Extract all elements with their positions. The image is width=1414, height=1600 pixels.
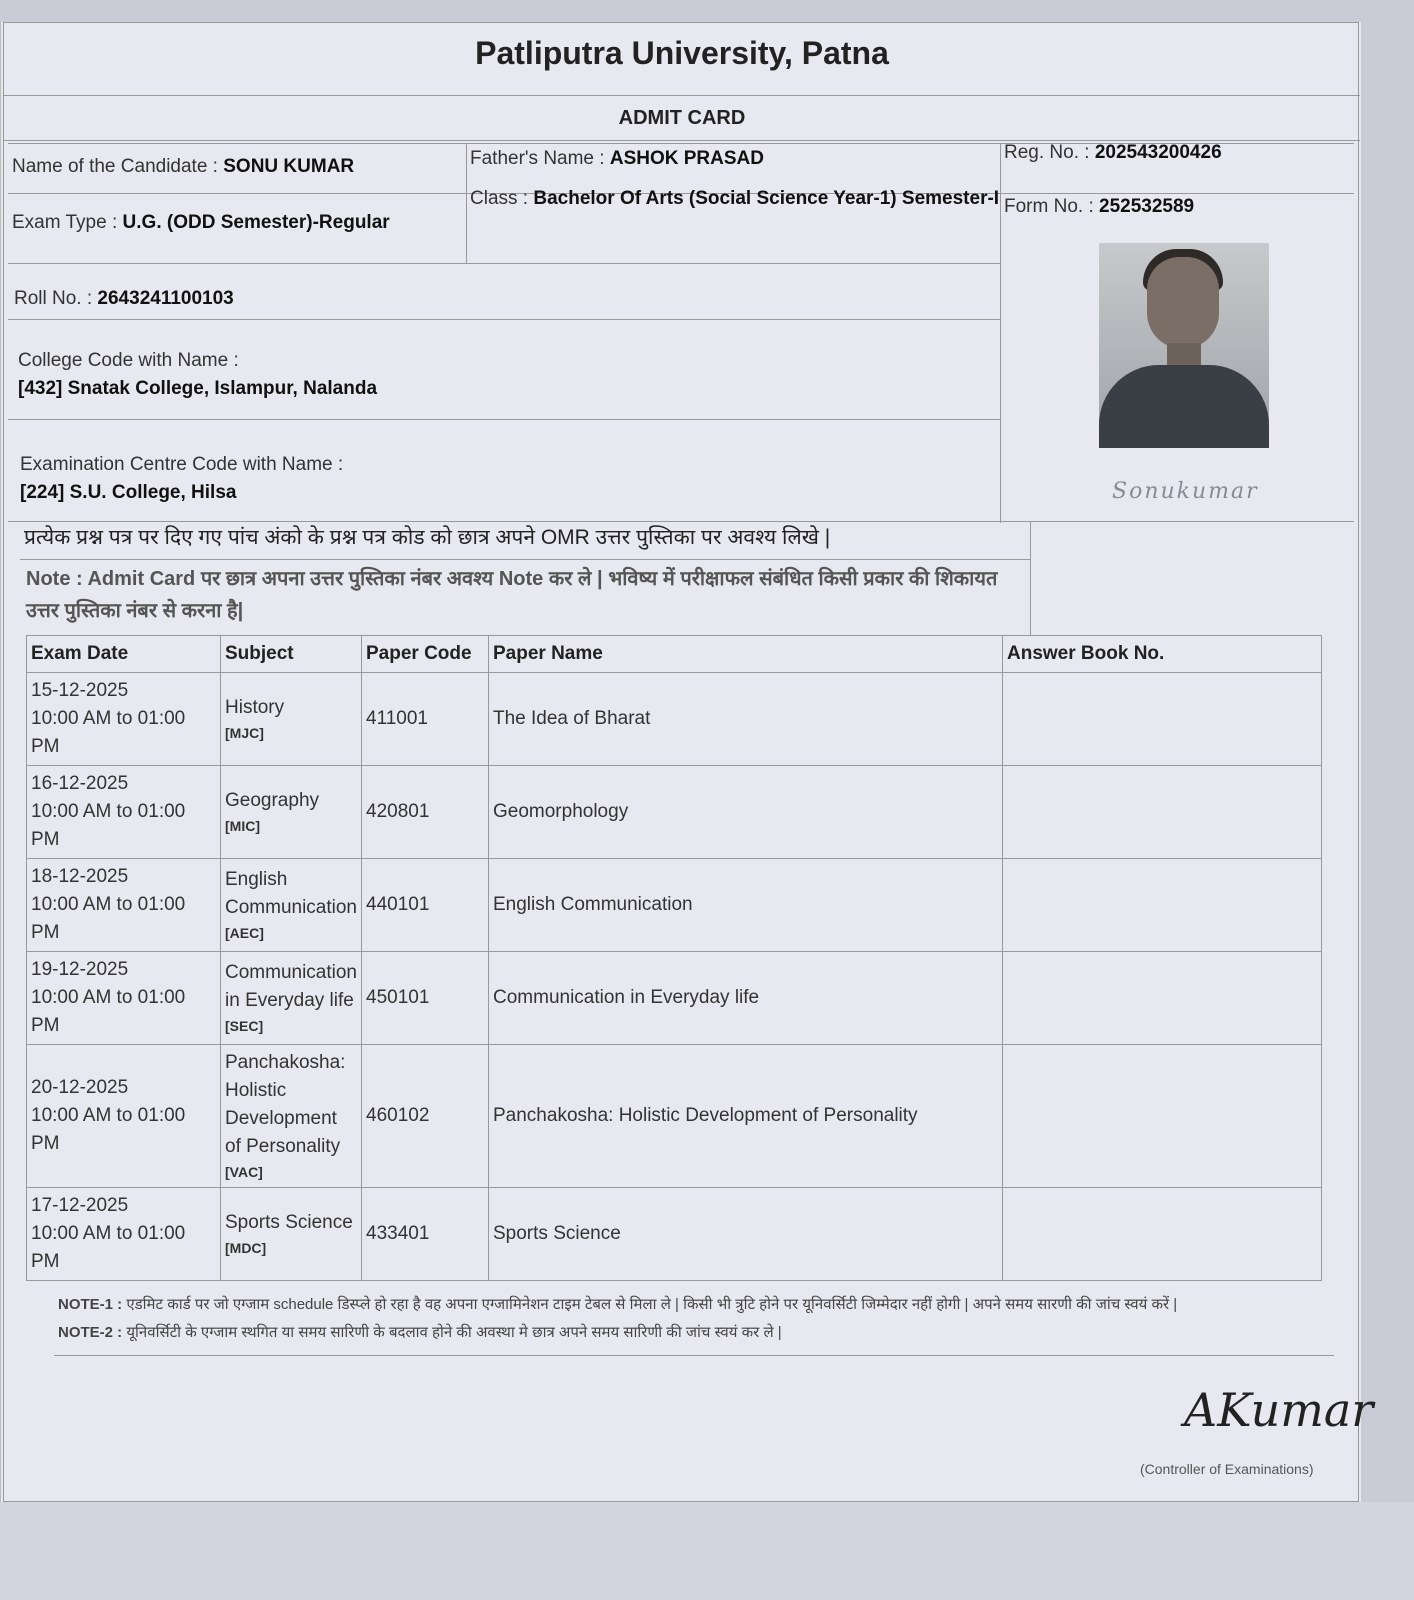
background-surface — [0, 1502, 1414, 1600]
college-label: College Code with Name : — [18, 350, 239, 371]
note-2 — [58, 1319, 1328, 1347]
col-subject: Subject — [221, 636, 362, 673]
table-row — [27, 859, 1322, 952]
paper-name-cell: Geomorphology — [489, 766, 1003, 859]
divider — [8, 143, 1354, 144]
admit-card-heading: ADMIT CARD — [4, 95, 1360, 141]
exam-date: 20-12-2025 — [31, 1077, 129, 1098]
exam-time: 10:00 AM to 01:00 PM — [31, 987, 186, 1036]
reg-no-value: 202543200426 — [1094, 142, 1222, 163]
answer-book-note: Note : Admit Card पर छात्र अपना उत्तर पुस्तिका नंबर अवश्य Note कर ले | भविष्य में परीक्षाफल संबंधित किसी प्रकार की शिकायत उत्तर पुस्तिका नंबर से करना है| — [26, 568, 998, 622]
table-row — [27, 952, 1322, 1045]
subject-cell — [221, 1188, 362, 1281]
divider — [54, 1355, 1334, 1356]
subject-name: Communication in Everyday life — [225, 962, 357, 1011]
subject-name: English Communication — [225, 869, 357, 918]
exam-date: 15-12-2025 — [31, 680, 129, 701]
exam-schedule-table — [26, 635, 1322, 1281]
subject-cell — [221, 859, 362, 952]
paper-name-cell: The Idea of Bharat — [489, 673, 1003, 766]
answer-book-cell — [1003, 952, 1322, 1045]
subject-cell — [221, 673, 362, 766]
exam-notes — [58, 1291, 1328, 1347]
note-1 — [58, 1291, 1328, 1319]
note-1-text: एडमिट कार्ड पर जो एग्जाम schedule डिस्प्ले हो रहा है वह अपना एग्जामिनेशन टाइम टेबल से मिला ले | किसी भी त्रुटि होने पर यूनिवर्सिटी जिम्मेदार नहीं होगी | अपने समय सारणी की जांच स्वयं करें | — [126, 1296, 1178, 1313]
note-1-label: NOTE-1 : — [58, 1296, 123, 1313]
divider — [8, 319, 1000, 320]
father-name-value: ASHOK PRASAD — [609, 148, 764, 169]
subject-tag: [MDC] — [225, 1240, 267, 1256]
roll-no-cell — [14, 285, 914, 313]
centre-label: Examination Centre Code with Name : — [20, 454, 344, 475]
candidate-name-cell — [12, 153, 464, 181]
subject-name: Sports Science — [225, 1212, 353, 1233]
college-value: [432] Snatak College, Islampur, Nalanda — [18, 378, 378, 399]
col-paper-code: Paper Code — [362, 636, 489, 673]
form-no-value: 252532589 — [1099, 196, 1195, 217]
form-no-cell — [1004, 193, 1344, 221]
answer-book-cell — [1003, 1045, 1322, 1188]
divider — [8, 419, 1000, 420]
roll-no-label: Roll No. : — [14, 288, 93, 309]
subject-tag: [AEC] — [225, 925, 264, 941]
paper-name-cell: Sports Science — [489, 1188, 1003, 1281]
exam-date: 16-12-2025 — [31, 773, 129, 794]
paper-name-cell: Panchakosha: Holistic Development of Personality — [489, 1045, 1003, 1188]
answer-book-cell — [1003, 766, 1322, 859]
paper-name-cell: English Communication — [489, 859, 1003, 952]
class-value: Bachelor Of Arts (Social Science Year-1) Semester-I — [533, 188, 1000, 209]
paper-name-cell: Communication in Everyday life — [489, 952, 1003, 1045]
exam-date-cell — [27, 859, 221, 952]
table-row — [27, 1045, 1322, 1188]
candidate-signature: Sonukumar — [1112, 479, 1259, 504]
admit-card-frame — [3, 22, 1374, 1502]
paper-code-cell: 440101 — [362, 859, 489, 952]
subject-name: Panchakosha: Holistic Development of Personality — [225, 1052, 346, 1157]
paper-code-cell: 450101 — [362, 952, 489, 1045]
subject-name: Geography — [225, 790, 320, 811]
answer-book-cell — [1003, 859, 1322, 952]
subject-tag: [VAC] — [225, 1164, 263, 1180]
controller-signature: AKumar — [1184, 1383, 1374, 1437]
paper-code-cell: 420801 — [362, 766, 489, 859]
paper-code-cell: 433401 — [362, 1188, 489, 1281]
paper-code-cell: 460102 — [362, 1045, 489, 1188]
exam-date: 17-12-2025 — [31, 1195, 129, 1216]
centre-cell — [20, 451, 920, 507]
subject-name: History — [225, 697, 285, 718]
col-answer-book: Answer Book No. — [1003, 636, 1322, 673]
exam-time: 10:00 AM to 01:00 PM — [31, 708, 186, 757]
exam-time: 10:00 AM to 01:00 PM — [31, 894, 186, 943]
col-paper-name: Paper Name — [489, 636, 1003, 673]
class-label: Class : — [470, 188, 529, 209]
exam-date-cell — [27, 673, 221, 766]
roll-no-value: 2643241100103 — [97, 288, 234, 309]
table-header-row — [27, 636, 1322, 673]
subject-tag: [MIC] — [225, 818, 260, 834]
divider — [466, 143, 467, 263]
college-cell — [18, 347, 918, 403]
father-name-cell — [470, 145, 996, 173]
centre-value: [224] S.U. College, Hilsa — [20, 482, 237, 503]
divider — [20, 559, 1030, 560]
exam-type-label: Exam Type : — [12, 212, 118, 233]
table-row — [27, 766, 1322, 859]
candidate-photo — [1099, 243, 1269, 448]
subject-cell — [221, 1045, 362, 1188]
exam-time: 10:00 AM to 01:00 PM — [31, 1105, 186, 1154]
exam-type-cell — [12, 209, 464, 237]
divider — [1000, 143, 1001, 523]
exam-date-cell — [27, 1188, 221, 1281]
divider — [8, 263, 1000, 264]
answer-book-cell — [1003, 1188, 1322, 1281]
note-2-text: यूनिवर्सिटी के एग्जाम स्थगित या समय सारिणी के बदलाव होने की अवस्था मे छात्र अपने समय सारिणी की जांच स्वयं कर ले | — [126, 1324, 782, 1341]
father-name-label: Father's Name : — [470, 148, 605, 169]
class-cell — [470, 185, 1000, 213]
paper-code-cell: 411001 — [362, 673, 489, 766]
exam-date-cell — [27, 766, 221, 859]
table-row — [27, 1188, 1322, 1281]
candidate-name-label: Name of the Candidate : — [12, 156, 218, 177]
exam-date: 18-12-2025 — [31, 866, 129, 887]
subject-cell — [221, 766, 362, 859]
table-row — [27, 673, 1322, 766]
controller-label: (Controller of Examinations) — [1140, 1461, 1314, 1477]
note-2-label: NOTE-2 : — [58, 1324, 123, 1341]
exam-date-cell — [27, 952, 221, 1045]
university-title: Patliputra University, Patna — [475, 35, 889, 71]
omr-instruction: प्रत्येक प्रश्न पत्र पर दिए गए पांच अंको के प्रश्न पत्र कोड को छात्र अपने OMR उत्तर पुस्तिका पर अवश्य लिखे | — [24, 526, 831, 549]
divider — [8, 521, 1354, 522]
subject-tag: [SEC] — [225, 1018, 264, 1034]
reg-no-label: Reg. No. : — [1004, 142, 1090, 163]
form-no-label: Form No. : — [1004, 196, 1094, 217]
candidate-name-value: SONU KUMAR — [223, 156, 355, 177]
admit-card-sheet — [0, 22, 1374, 1502]
subject-tag: [MJC] — [225, 725, 264, 741]
answer-book-cell — [1003, 673, 1322, 766]
divider — [1030, 521, 1031, 635]
subject-cell — [221, 952, 362, 1045]
exam-time: 10:00 AM to 01:00 PM — [31, 801, 186, 850]
col-exam-date: Exam Date — [27, 636, 221, 673]
exam-date-cell — [27, 1045, 221, 1188]
exam-time: 10:00 AM to 01:00 PM — [31, 1223, 186, 1272]
exam-type-value: U.G. (ODD Semester)-Regular — [122, 212, 390, 233]
exam-date: 19-12-2025 — [31, 959, 129, 980]
